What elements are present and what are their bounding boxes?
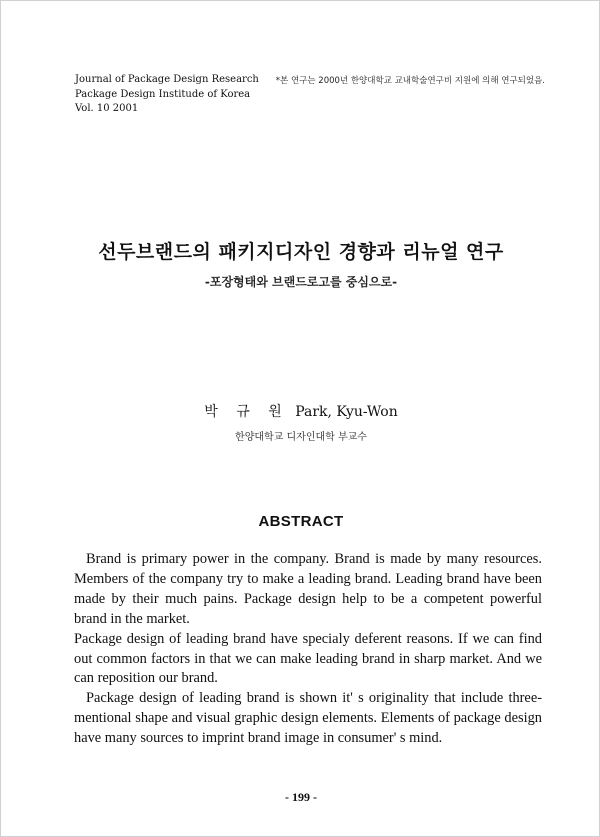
funding-note: *본 연구는 2000년 한양대학교 교내학술연구비 지원에 의해 연구되었음. <box>275 76 545 86</box>
page-number: - 199 - <box>285 790 317 804</box>
journal-info <box>75 73 259 117</box>
abstract-body <box>74 550 542 749</box>
author-name-korean: 박 규 원 <box>204 404 289 420</box>
paper-subtitle: -포장형태와 브랜드로고를 중심으로- <box>204 275 398 289</box>
abstract-heading: ABSTRACT <box>258 513 344 530</box>
author-name-english: Park, Kyu-Won <box>295 404 398 420</box>
paper-title: 선두브랜드의 패키지디자인 경향과 리뉴얼 연구 <box>98 241 504 263</box>
journal-name: Journal of Package Design Research <box>75 74 259 85</box>
author-line <box>1 401 600 421</box>
abstract-paragraph: Package design of leading brand is shown it' s originality that include three-mentional shape and visual graphic design elements. Elements of package design have many sources to imprint brand image in consumer' s mind. <box>74 690 542 747</box>
abstract-paragraph: Brand is primary power in the company. Brand is made by many resources. Members of the company try to make a leading brand. Leading brand have been made by their much pains. Package design help to be a competent powerful brand in the market. <box>74 551 542 627</box>
journal-volume: Vol. 10 2001 <box>75 103 139 114</box>
author-affiliation: 한양대학교 디자인대학 부교수 <box>235 432 367 443</box>
journal-publisher: Package Design Institude of Korea <box>75 88 251 100</box>
abstract-paragraph: Package design of leading brand have specialy deferent reasons. If we can find out common factors in that we can make leading brand in sharp market. And we can reposition our brand. <box>74 630 542 687</box>
